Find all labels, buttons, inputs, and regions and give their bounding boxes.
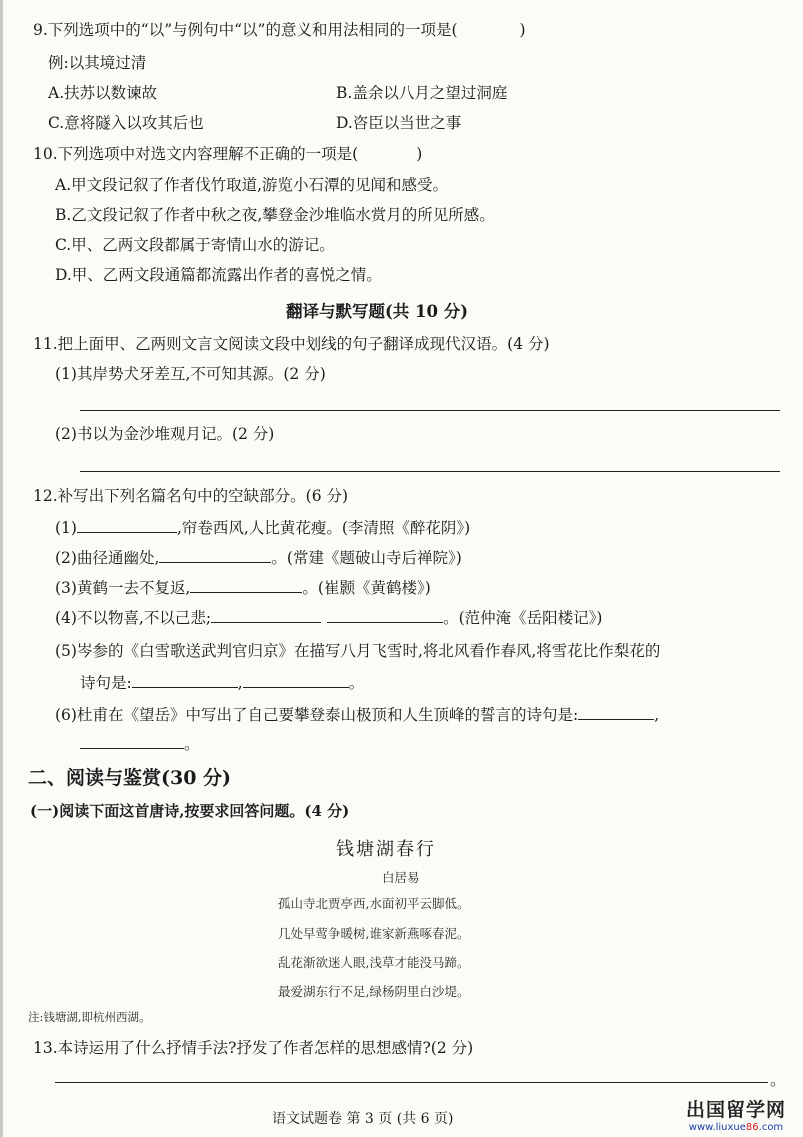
q12-s6-blank-1 [578,705,654,720]
poem-line-4: 最爱湖东行不足,绿杨阴里白沙堤。 [278,984,470,999]
q10-option-d: D.甲、乙两文段通篇都流露出作者的喜悦之情。 [55,266,382,284]
q12-s2-tail: 。(常建《题破山寺后禅院》) [271,549,462,567]
q10-stem-text: 10.下列选项中对选文内容理解不正确的一项是( [33,145,359,163]
q12-s1 [55,518,470,538]
q12-stem: 12.补写出下列名篇名句中的空缺部分。(6 分) [33,487,349,505]
q12-s3-blank [190,578,302,593]
q12-s6-end: 。 [184,735,200,753]
q12-s1-text: ,帘卷西风,人比黄花瘦。(李清照《醉花阴》) [176,519,471,537]
q12-s4-text: (4)不以物喜,不以己悲; [55,609,212,627]
q12-s5-blank-2 [243,673,349,688]
q13-answer-line [55,1082,768,1083]
reading-part1: (一)阅读下面这首唐诗,按要求回答问题。(4 分) [30,802,350,820]
poem-note: 注:钱塘湖,即杭州西湖。 [28,1010,151,1024]
watermark-url-num: 86 [745,1122,759,1133]
watermark-url [675,1122,797,1133]
scan-edge [0,0,3,1137]
watermark-url-suffix: .com [758,1122,784,1133]
q12-s3-text: (3)黄鹤一去不复返, [55,579,191,597]
q12-s6 [55,705,659,725]
q10-stem [33,144,422,164]
q12-s5-answer [80,673,364,693]
watermark-title: 出国留学网 [685,1099,786,1121]
q9-option-d: D.咨臣以当世之事 [336,114,462,132]
q12-s5-comma: , [237,674,243,692]
q12-s6-comma: , [654,706,660,724]
q10-option-a: A.甲文段记叙了作者伐竹取道,游览小石潭的见闻和感受。 [55,176,449,194]
q11-sub1: (1)其岸势犬牙差互,不可知其源。(2 分) [55,365,326,383]
site-watermark [675,1095,797,1133]
q12-s6-text: (6)杜甫在《望岳》中写出了自己要攀登泰山极顶和人生顶峰的誓言的诗句是: [55,706,579,724]
page-footer: 语文试题卷 第 3 页 (共 6 页) [272,1111,454,1127]
q12-s4-tail: 。(范仲淹《岳阳楼记》) [443,609,603,627]
q12-s4 [55,608,602,628]
section-reading-title: 二、阅读与鉴赏(30 分) [28,767,232,789]
q9-example: 例:以其境过清 [48,54,147,72]
q9-stem-text: 9.下列选项中的“以”与例句中“以”的意义和用法相同的一项是( [33,21,458,39]
q10-option-b: B.乙文段记叙了作者中秋之夜,攀登金沙堆临水赏月的所见所感。 [55,206,495,224]
poem-line-3: 乱花渐欲迷人眼,浅草才能没马蹄。 [278,955,470,970]
q9-paren: ) [519,21,526,39]
q11-answer-line-2 [80,471,780,472]
q9-option-a: A.扶苏以数谏故 [48,84,158,102]
q13-stem: 13.本诗运用了什么抒情手法?抒发了作者怎样的思想感情?(2 分) [33,1039,474,1057]
section-translate-title: 翻译与默写题(共 10 分) [286,302,469,321]
poem-author: 白居易 [382,870,420,885]
q12-s5-end: 。 [348,674,365,692]
q9-option-c: C.意将隧入以攻其后也 [48,114,204,132]
q12-s4-blank-1 [211,608,321,623]
q12-s5-blank-1 [132,673,238,688]
q10-option-c: C.甲、乙两文段都属于寄情山水的游记。 [55,236,335,254]
q12-s3-tail: 。(崔颢《黄鹤楼》) [302,579,431,597]
poem-line-2: 几处早莺争暖树,谁家新燕啄春泥。 [278,926,470,941]
q12-s2-blank [159,548,271,563]
q9-stem [33,20,526,40]
q12-s5: (5)岑参的《白雪歌送武判官归京》在描写八月飞雪时,将北风看作春风,将雪花比作梨花的 [55,642,661,660]
q12-s3 [55,578,431,598]
q12-s1-num: (1) [55,519,77,537]
poem-title: 钱塘湖春行 [336,839,436,860]
q11-stem: 11.把上面甲、乙两则文言文阅读文段中划线的句子翻译成现代汉语。(4 分) [33,335,550,353]
q11-sub2: (2)书以为金沙堆观月记。(2 分) [55,425,275,443]
poem-line-1: 孤山寺北贾亭西,水面初平云脚低。 [278,896,470,911]
q9-option-b: B.盖余以八月之望过洞庭 [336,84,508,102]
q12-s6-cont [80,734,200,754]
q12-s1-blank [77,518,177,533]
q12-s2 [55,548,462,568]
q12-s6-blank-2 [80,734,184,749]
q11-answer-line-1 [80,410,780,411]
watermark-url-prefix: www.liuxue [688,1122,746,1133]
q13-end: 。 [770,1071,786,1089]
q12-s2-text: (2)曲径通幽处, [55,549,160,567]
q12-s4-blank-2 [327,608,443,623]
q10-paren: ) [416,145,423,163]
q12-s5-label: 诗句是: [80,674,132,692]
